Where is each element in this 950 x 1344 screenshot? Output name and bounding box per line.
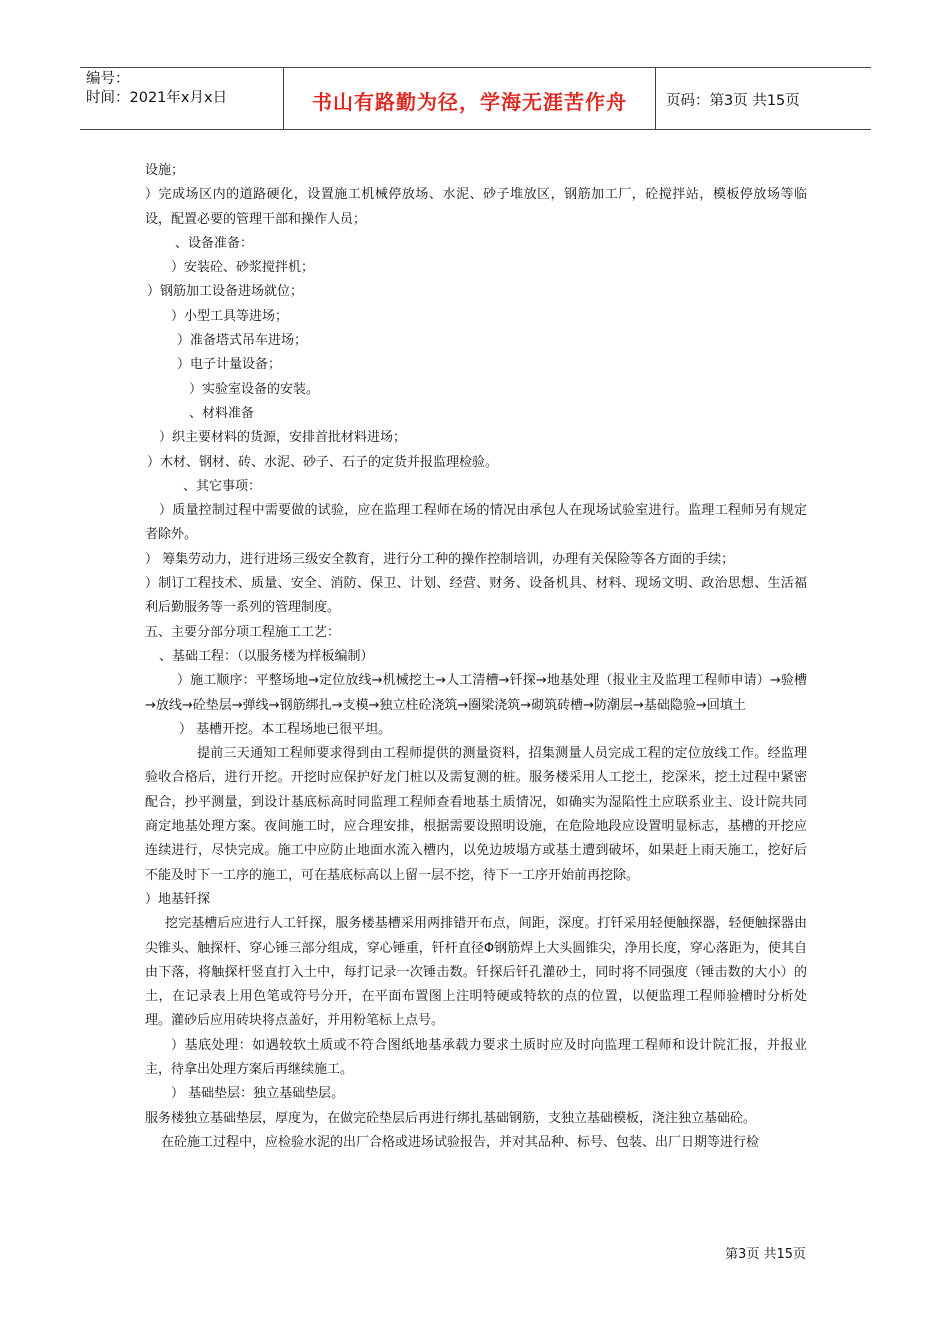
section-heading: 、材料准备 [189,405,255,421]
body-paragraph: ）基底处理：如遇较软土质或不符合图纸地基承载力要求土质时应及时向监理工程师和设计院汇报，并报业主，待拿出处理方案后再继续施工。 [145,1037,807,1077]
body-line: ）钢筋加工设备进场就位； [147,284,304,300]
body-line: ） 基础垫层：独立基础垫层。 [171,1086,345,1102]
body-line: ） 筹集劳动力，进行进场三级安全教育，进行分工种的操作控制培训，办理有关保险等各方面的手续； [145,551,735,567]
body-paragraph: ）质量控制过程中需要做的试验，应在监理工程师在场的情况由承包人在现场试验室进行。监理工程师另有规定者除外。 [145,503,807,543]
body-paragraph: 挖完基槽后应进行人工钎探，服务楼基槽采用两排错开布点，间距，深度。打钎采用轻便触探器，轻便触探器由尖锥头、触探杆、穿心锤三部分组成，穿心锤重，钎杆直径Φ钢筋焊上大头圆锥尖，净用长度，穿心落距为，使其自由下落，将触探杆竖直打入土中，每打记录一次锤击数。钎探后钎孔灌砂土，同时将不同强度（锤击数的大小）的土，在记录表上用色笔或符号分开，在平面布置图上注明特硬或特软的点的位置，以便监理工程师验槽时分析处理。灌砂后应用砖块将点盖好，并用粉笔标上点号。 [145,916,807,1029]
body-paragraph: ）完成场区内的道路硬化，设置施工机械停放场、水泥、砂子堆放区，钢筋加工厂，砼搅拌站，模板停放场等临设，配置必要的管理干部和操作人员； [145,187,807,227]
header-divider [655,67,656,129]
body-line: ）安装砼、砂浆搅拌机； [171,260,315,276]
body-line: ） 基槽开挖。本工程场地已很平坦。 [179,721,392,737]
body-line: ）电子计量设备； [177,357,282,373]
section-heading: 、设备准备： [175,235,254,251]
section-heading: ）地基钎探 [145,891,211,907]
footer-page-number: 第3页 共15页 [725,1247,806,1262]
body-paragraph: ）制订工程技术、质量、安全、消防、保卫、计划、经营、财务、设备机具、材料、现场文明、政治思想、生活福利后勤服务等一系列的管理制度。 [145,576,807,616]
document-body [145,159,807,1155]
section-heading: 、基础工程：（以服务楼为样板编制） [159,648,374,664]
header-number-label: 编号： [86,71,130,87]
chapter-heading: 五、主要分部分项工程施工工艺： [145,624,341,640]
header-top-rule [80,67,871,68]
body-line: 服务楼独立基础垫层，厚度为，在做完砼垫层后再进行绑扎基础钢筋，支独立基础模板，浇注独立基础砼。 [145,1110,757,1126]
header-motto: 书山有路勤为径，学海无涯苦作舟 [312,90,627,114]
header-bottom-rule [80,129,871,130]
body-line: 设施； [145,163,185,178]
header-meta [86,70,281,108]
body-line: ）小型工具等进场； [171,308,289,324]
body-paragraph: ）施工顺序：平整场地→定位放线→机械挖土→人工清槽→钎探→地基处理（报业主及监理工程师申请）→验槽→放线→砼垫层→弹线→钢筋绑扎→支模→独立柱砼浇筑→圈梁浇筑→砌筑砖槽→防潮层→基础隐验→回填土 [145,673,807,713]
body-paragraph: 提前三天通知工程师要求得到由工程师提供的测量资料，招集测量人员完成工程的定位放线工作。经监理验收合格后，进行开挖。开挖时应保护好龙门桩以及需复测的桩。服务楼采用人工挖土，挖深米，挖土过程中紧密配合，抄平测量，到设计基底标高时同监理工程师查看地基土质情况，如确实为湿陷性土应联系业主、设计院共同商定地基处理方案。夜间施工时，应合理安排，根据需要设照明设施，在危险地段应设置明显标志，基槽的开挖应连续进行，尽快完成。施工中应防止地面水流入槽内，以免边坡塌方或基土遭到破坏，如果赶上雨天施工，挖好后不能及时下一工序的施工，可在基底标高以上留一层不挖，待下一工序开始前再挖除。 [145,746,807,883]
body-line: ）准备塔式吊车进场； [177,333,308,349]
header-time: 时间：2021年x月x日 [86,90,228,106]
section-heading: 、其它事项： [183,478,262,494]
body-line: ）实验室设备的安装。 [189,381,320,397]
body-line: ）织主要材料的货源，安排首批材料进场； [159,430,407,446]
body-line: 在砼施工过程中，应检验水泥的出厂合格或进场试验报告，并对其品种、标号、包装、出厂日期等进行检 [161,1134,760,1150]
body-line: ）木材、钢材、砖、水泥、砂子、石子的定货并报监理检验。 [147,454,499,470]
header-page-indicator: 页码：第3页 共15页 [666,93,800,109]
